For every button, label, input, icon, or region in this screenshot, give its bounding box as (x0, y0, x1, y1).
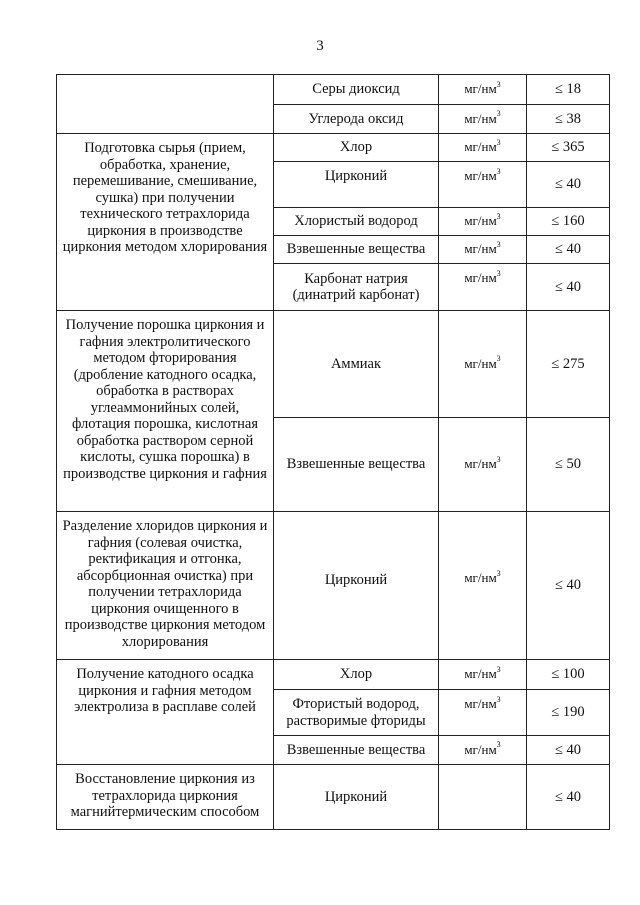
process-description: Получение порошка циркония и гафния электролитического методом фторирования (дробление катодного осадка, обработка в растворах углеаммонийных солей, флотация порошка, кислотная обработка раствором серной кислоты, сушка порошка) в производстве циркония и гафния (63, 317, 267, 482)
limit-value: ≤ 40 (554, 176, 582, 193)
limit-cell (527, 208, 610, 236)
unit-cell (439, 690, 527, 736)
unit-cell (439, 418, 527, 512)
process-cell (57, 134, 274, 311)
limit-value: ≤ 275 (551, 355, 585, 372)
limit-value: ≤ 50 (554, 456, 582, 473)
unit-cell (439, 512, 527, 660)
unit-label: $мг/нм^3$ (464, 454, 501, 472)
unit-label: $мг/нм^3$ (464, 211, 501, 229)
pollutant-cell (274, 105, 439, 134)
unit-label: $мг/нм^3$ (464, 740, 501, 757)
process-description: Восстановление циркония из тетрахлорида циркония магнийтермическим способом (70, 771, 260, 820)
unit-cell (439, 105, 527, 134)
unit-cell (439, 162, 527, 208)
limit-value: ≤ 100 (551, 666, 585, 683)
limit-value: ≤ 40 (554, 577, 582, 594)
process-description: Разделение хлоридов циркония и гафния (солевая очистка, ректификация и отгонка, абсорбционная очистка) при получении тетрахлорида циркония очищенного в производстве циркония методом хлорирования (62, 518, 268, 650)
limit-value: ≤ 40 (554, 788, 582, 805)
pollutant-name: Серы диоксид (312, 81, 400, 98)
pollutant-cell (274, 418, 439, 512)
pollutant-cell (274, 236, 439, 264)
table-row (57, 765, 610, 830)
pollutant-cell (274, 311, 439, 418)
limit-cell (527, 311, 610, 418)
unit-label: $мг/нм^3$ (464, 79, 501, 97)
limit-value: ≤ 40 (554, 241, 582, 258)
table-row (57, 660, 610, 690)
pollutant-name: Хлористый водород (294, 213, 418, 230)
pollutant-name: Фтористый водород, растворимые фториды (286, 696, 426, 729)
limit-value: ≤ 365 (551, 139, 585, 156)
limit-cell (527, 736, 610, 765)
unit-cell (439, 311, 527, 418)
process-cell (57, 512, 274, 660)
limit-cell (527, 512, 610, 660)
pollutant-name: Цирконий (324, 788, 388, 805)
limit-value: ≤ 40 (554, 278, 582, 295)
limit-value: ≤ 40 (554, 741, 582, 758)
unit-label: $мг/нм^3$ (464, 354, 501, 371)
table-row (57, 311, 610, 418)
unit-label: $мг/нм^3$ (464, 109, 501, 126)
unit-label: $мг/нм^3$ (464, 239, 501, 257)
limit-cell (527, 660, 610, 690)
pollutant-name: Карбонат натрия (динатрий карбонат) (292, 270, 420, 303)
pollutant-cell (274, 660, 439, 690)
pollutant-cell (274, 208, 439, 236)
pollutant-cell (274, 134, 439, 162)
limit-value: ≤ 18 (554, 81, 582, 98)
pollutant-cell (274, 690, 439, 736)
pollutant-name: Взвешенные вещества (286, 456, 426, 473)
pollutant-cell (274, 512, 439, 660)
process-cell (57, 660, 274, 765)
process-cell (57, 311, 274, 512)
unit-cell (439, 736, 527, 765)
limit-cell (527, 264, 610, 311)
pollutant-cell (274, 75, 439, 105)
limit-cell (527, 75, 610, 105)
limit-cell (527, 418, 610, 512)
table-row (57, 512, 610, 660)
pollutant-cell (274, 162, 439, 208)
limit-cell (527, 765, 610, 830)
table-row (57, 134, 610, 162)
page-number: 3 (316, 38, 324, 54)
unit-label: $мг/нм^3$ (464, 137, 501, 155)
pollutant-cell (274, 736, 439, 765)
pollutant-name: Взвешенные вещества (286, 741, 426, 758)
unit-label: $мг/нм^3$ (464, 568, 501, 586)
limit-value: ≤ 190 (551, 704, 585, 721)
table-row (57, 75, 610, 105)
pollutant-cell (274, 765, 439, 830)
unit-label: $мг/нм^3$ (464, 664, 501, 682)
unit-label: $мг/нм^3$ (464, 694, 501, 711)
unit-cell (439, 75, 527, 105)
pollutant-name: Хлор (339, 666, 373, 683)
limit-cell (527, 690, 610, 736)
limit-cell (527, 105, 610, 134)
unit-cell-empty (439, 765, 527, 830)
pollutant-name: Цирконий (324, 168, 388, 184)
limit-value: ≤ 38 (554, 110, 582, 127)
pollutant-cell (274, 264, 439, 311)
limit-cell (527, 236, 610, 264)
unit-label: $мг/нм^3$ (464, 268, 501, 285)
emission-norms-table (56, 74, 610, 830)
unit-cell (439, 264, 527, 311)
unit-cell (439, 660, 527, 690)
pollutant-name: Взвешенные вещества (286, 241, 426, 258)
process-cell (57, 75, 274, 134)
pollutant-name: Аммиак (330, 355, 382, 372)
unit-label: $мг/нм^3$ (464, 166, 501, 183)
unit-cell (439, 208, 527, 236)
limit-value: ≤ 160 (551, 213, 585, 230)
process-description: Получение катодного осадка циркония и гафния методом электролиза в расплаве солей (74, 666, 256, 715)
pollutant-name: Углерода оксид (308, 110, 404, 127)
process-description: Подготовка сырья (прием, обработка, хранение, перемешивание, смешивание, сушка) при получении технического тетрахлорида циркония в производстве циркония методом хлорирования (62, 140, 268, 255)
limit-cell (527, 134, 610, 162)
pollutant-name: Хлор (339, 139, 373, 156)
unit-cell (439, 134, 527, 162)
process-cell (57, 765, 274, 830)
unit-cell (439, 236, 527, 264)
pollutant-name: Цирконий (324, 571, 388, 588)
limit-cell (527, 162, 610, 208)
